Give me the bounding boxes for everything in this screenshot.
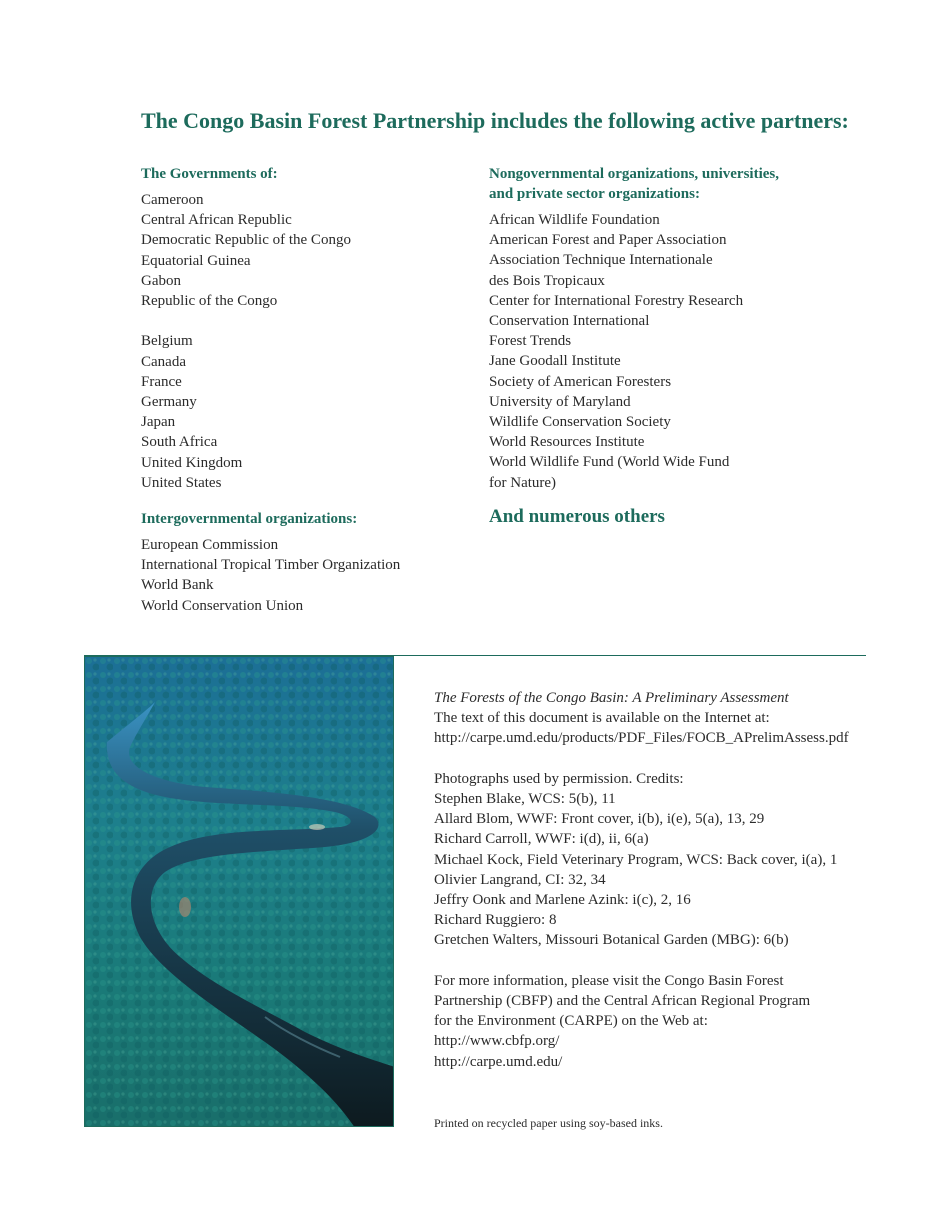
list-item: Equatorial Guinea: [141, 252, 251, 269]
credit-line: Richard Carroll, WWF: i(d), ii, 6(a): [434, 831, 649, 848]
list-item: American Forest and Paper Association: [489, 232, 727, 249]
credit-line: Gretchen Walters, Missouri Botanical Garden (MBG): 6(b): [434, 932, 789, 949]
governments-list-donors: [141, 331, 461, 493]
list-item-continuation: for Nature): [489, 474, 557, 491]
publication-title: The Forests of the Congo Basin: A Preliminary Assessment: [434, 690, 789, 706]
list-item: University of Maryland: [489, 393, 631, 410]
governments-list-africa: [141, 190, 461, 311]
ngo-heading-line2: and private sector organizations:: [489, 186, 700, 202]
numerous-others-heading: And numerous others: [489, 505, 665, 527]
list-item: European Commission: [141, 537, 279, 554]
list-item: Cameroon: [141, 192, 204, 208]
list-item: Central African Republic: [141, 212, 292, 229]
list-item: Society of American Foresters: [489, 373, 672, 390]
list-item: World Resources Institute: [489, 434, 645, 451]
left-column: [141, 164, 461, 616]
list-item: Democratic Republic of the Congo: [141, 232, 351, 249]
list-item: World Conservation Union: [141, 597, 304, 614]
credits-heading: Photographs used by permission. Credits:: [434, 770, 684, 787]
list-item: Republic of the Congo: [141, 293, 278, 310]
list-item: Japan: [141, 414, 176, 431]
cbfp-link[interactable]: http://www.cbfp.org/: [434, 1033, 560, 1050]
credit-line: Allard Blom, WWF: Front cover, i(b), i(e), 5(a), 13, 29: [434, 811, 765, 828]
credit-line: Michael Kock, Field Veterinary Program, WCS: Back cover, i(a), 1: [434, 851, 838, 868]
more-info-text: For more information, please visit the Congo Basin Forest: [434, 972, 784, 989]
list-item: Wildlife Conservation Society: [489, 414, 671, 431]
availability-text: The text of this document is available on the Internet at:: [434, 710, 770, 727]
list-item: Canada: [141, 353, 186, 370]
document-url[interactable]: http://carpe.umd.edu/products/PDF_Files/FOCB_APrelimAssess.pdf: [434, 730, 849, 747]
list-item: Belgium: [141, 333, 193, 350]
credit-line: Jeffry Oonk and Marlene Azink: i(c), 2, 16: [434, 892, 691, 909]
list-item: Jane Goodall Institute: [489, 353, 621, 370]
governments-heading: The Governments of:: [141, 166, 278, 182]
list-item: United Kingdom: [141, 454, 243, 471]
carpe-link[interactable]: http://carpe.umd.edu/: [434, 1053, 563, 1070]
list-item: African Wildlife Foundation: [489, 212, 660, 228]
list-item: Gabon: [141, 272, 181, 289]
list-item: United States: [141, 474, 222, 491]
credit-line: Richard Ruggiero: 8: [434, 912, 557, 929]
list-item: Center for International Forestry Research: [489, 292, 744, 309]
page-title: The Congo Basin Forest Partnership includes the following active partners:: [141, 108, 849, 133]
ngo-heading: [489, 164, 869, 204]
credit-line: Stephen Blake, WCS: 5(b), 11: [434, 791, 616, 807]
ngo-heading-line1: Nongovernmental organizations, universities,: [489, 166, 779, 182]
list-item: International Tropical Timber Organization: [141, 557, 401, 574]
list-item: Germany: [141, 394, 197, 411]
list-item: Association Technique Internationale: [489, 252, 713, 269]
ngo-list: [489, 210, 869, 493]
list-item: Conservation International: [489, 313, 650, 330]
credit-line: Olivier Langrand, CI: 32, 34: [434, 871, 606, 888]
list-item: South Africa: [141, 434, 218, 451]
publication-info: [434, 688, 874, 1072]
right-column: [489, 164, 869, 527]
recycled-paper-note: Printed on recycled paper using soy-based inks.: [434, 1116, 663, 1130]
list-item: World Bank: [141, 577, 214, 594]
more-info-text: for the Environment (CARPE) on the Web at:: [434, 1013, 708, 1030]
intergovernmental-list: [141, 535, 461, 616]
list-item: Forest Trends: [489, 333, 572, 350]
list-item-continuation: des Bois Tropicaux: [489, 272, 605, 289]
more-info-text: Partnership (CBFP) and the Central African Regional Program: [434, 993, 811, 1010]
intergovernmental-heading: Intergovernmental organizations:: [141, 511, 358, 528]
list-item: World Wildlife Fund (World Wide Fund: [489, 454, 730, 471]
river-aerial-photo: [84, 656, 394, 1127]
list-item: France: [141, 373, 182, 390]
